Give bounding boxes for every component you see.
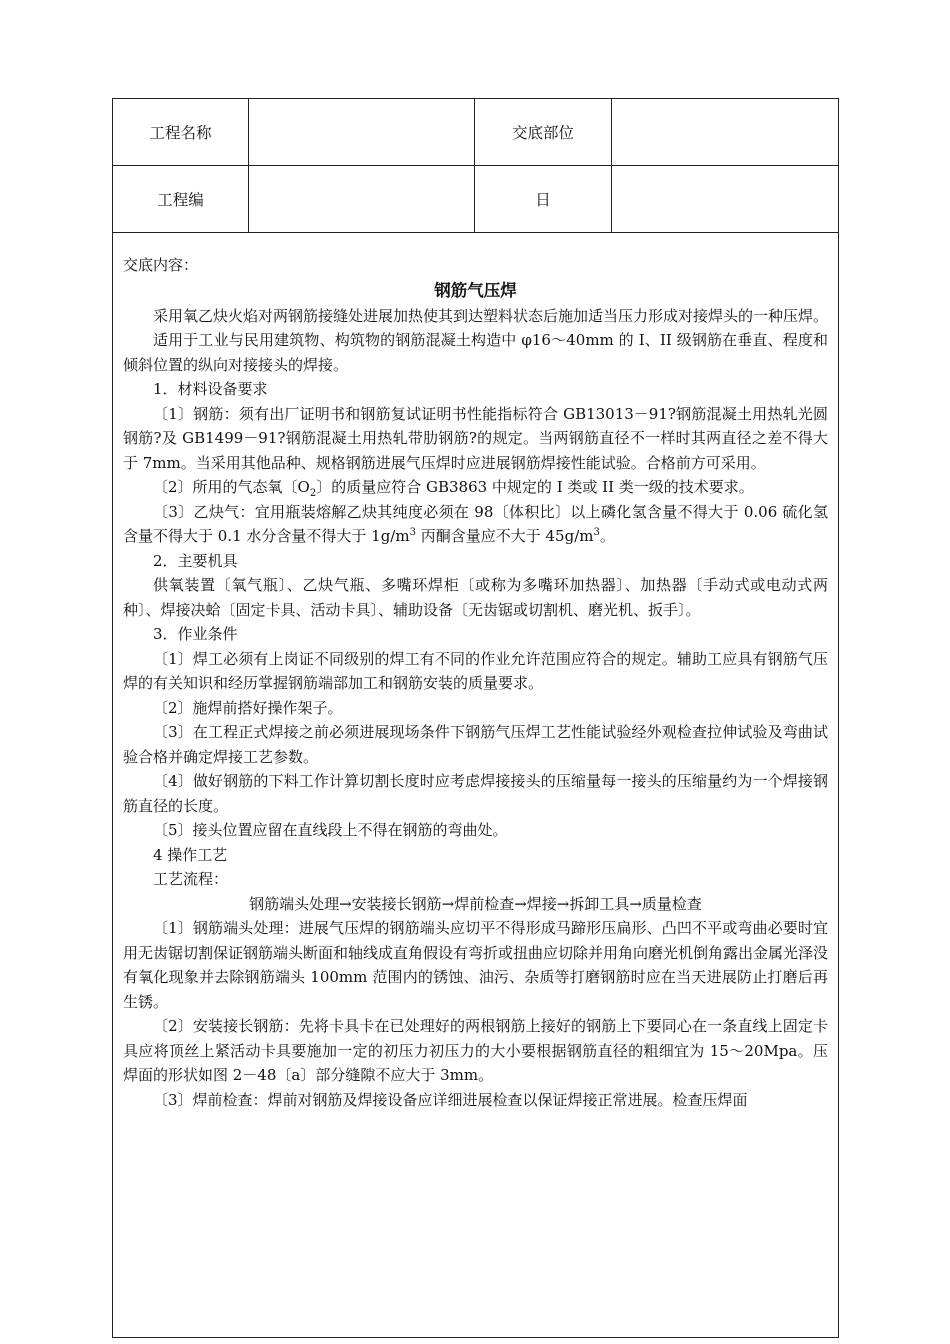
section-1-item-3-text-a: 〔3〕乙炔气：宜用瓶装熔解乙炔其纯度必须在 98〔体积比〕以上磷化氢含量不得大于 0.06 硫化氢含量不得大于 0.1 水分含量不得大于 1g/m [123, 502, 828, 545]
section-4-item-2: 〔2〕安装接长钢筋：先将卡具卡在已处理好的两根钢筋上接好的钢筋上下要同心在一条直线上固定卡具应将顶丝上紧活动卡具要施加一定的初压力初压力的大小要根据钢筋直径的粗细宜为 15～20Mpa。压焊面的形状如图 2－48〔a〕部分缝隙不应大于 3mm。 [123, 1017, 828, 1084]
header-row-1 [113, 99, 839, 166]
section-3-item-4: 〔4〕做好钢筋的下料工作计算切割长度时应考虑焊接接头的压缩量每一接头的压缩量约为一个焊接钢筋直径的长度。 [123, 772, 828, 815]
project-code-label: 工程编 [113, 166, 249, 233]
section-3-item-1: 〔1〕焊工必须有上岗证不同级别的焊工有不同的作业允许范围应符合的规定。辅助工应具有钢筋气压焊的有关知识和经历掌握钢筋端部加工和钢筋安装的质量要求。 [123, 649, 828, 692]
process-flow: 钢筋端头处理→安装接长钢筋→焊前检查→焊接→拆卸工具→质量检查 [249, 894, 702, 913]
section-1-item-2-text-b: 〕的质量应符合 GB3863 中规定的 I 类或 II 类一级的技术要求。 [316, 478, 754, 496]
section-3-item-3: 〔3〕在工程正式焊接之前必须进展现场条件下钢筋气压焊工艺性能试验经外观检查拉伸试验及弯曲试验合格并确定焊接工艺参数。 [123, 723, 828, 766]
handover-part-label: 交底部位 [475, 99, 612, 166]
project-name-label: 工程名称 [113, 99, 249, 166]
date-label: 日 [475, 166, 612, 233]
content-row [113, 233, 839, 1338]
header-row-2 [113, 166, 839, 233]
cubic-superscript-2: 3 [593, 527, 600, 538]
section-1-item-1: 〔1〕钢筋：须有出厂证明书和钢筋复试证明书性能指标符合 GB13013－91?钢筋混凝土用热轧光圆钢筋?及 GB1499－91?钢筋混凝土用热轧带肋钢筋?的规定。当两钢筋直径不一样时其两直径之差不得大于 7mm。当采用其他品种、规格钢筋进展气压焊时应进展钢筋焊接性能试验。合格前方可采用。 [123, 404, 828, 472]
handover-part-value[interactable] [612, 99, 839, 166]
section-3-title: 3．作业条件 [153, 625, 238, 643]
section-4-title: 4 操作工艺 [153, 845, 228, 864]
section-3-item-5: 〔5〕接头位置应留在直线段上不得在钢筋的弯曲处。 [153, 821, 508, 839]
section-1-title: 1．材料设备要求 [153, 380, 268, 398]
oxygen-subscript: 2 [309, 488, 317, 499]
intro-paragraph-2: 适用于工业与民用建筑物、构筑物的钢筋混凝土构造中 φ16～40mm 的 I、II 级钢筋在垂直、程度和倾斜位置的纵向对接接头的焊接。 [123, 331, 828, 374]
intro-paragraph-1: 采用氧乙炔火焰对两钢筋接缝处进展加热使其到达塑料状态后施加适当压力形成对接焊头的一种压焊。 [153, 306, 829, 325]
section-1-item-3 [123, 500, 828, 549]
section-1-item-2 [123, 475, 828, 500]
section-2-title: 2．主要机具 [153, 551, 238, 570]
section-2-paragraph: 供氧装置〔氧气瓶〕、乙炔气瓶、多嘴环焊柜〔或称为多嘴环加热器〕、加热器〔手动式或电动式两种〕、焊接决蛤〔固定卡具、活动卡具〕、辅助设备〔无齿锯或切割机、磨光机、扳手〕。 [123, 576, 828, 619]
project-name-value[interactable] [249, 99, 475, 166]
handover-content [113, 233, 838, 1112]
cubic-superscript-1: 3 [409, 527, 416, 538]
section-1-item-3-text-b: 丙酮含量应不大于 45g/m [415, 527, 594, 545]
handover-table [112, 98, 839, 1338]
project-code-value[interactable] [249, 166, 475, 233]
section-1-item-3-text-c: 。 [599, 527, 615, 545]
process-flow-label: 工艺流程： [153, 870, 229, 888]
section-3-item-2: 〔2〕施焊前搭好操作架子。 [153, 698, 343, 717]
section-4-item-3: 〔3〕焊前检查：焊前对钢筋及焊接设备应详细进展检查以保证焊接正常进展。检查压焊面 [153, 1090, 748, 1109]
content-label: 交底内容： [123, 256, 199, 274]
content-cell [113, 233, 839, 1338]
date-value[interactable] [612, 166, 839, 233]
section-1-item-2-text-a: 〔2〕所用的气态氧〔O [153, 478, 310, 496]
document-title: 钢筋气压焊 [434, 280, 517, 300]
section-4-item-1: 〔1〕钢筋端头处理：进展气压焊的钢筋端头应切平不得形成马蹄形压扁形、凸凹不平或弯曲必要时宜用无齿锯切割保证钢筋端头断面和轴线成直角假设有弯折或扭曲应切除并用角向磨光机倒角露出金属光泽没有氧化现象并去除钢筋端头 100mm 范围内的锈蚀、油污、杂质等打磨钢筋时应在当天进展防止打磨后再生锈。 [123, 919, 829, 1011]
